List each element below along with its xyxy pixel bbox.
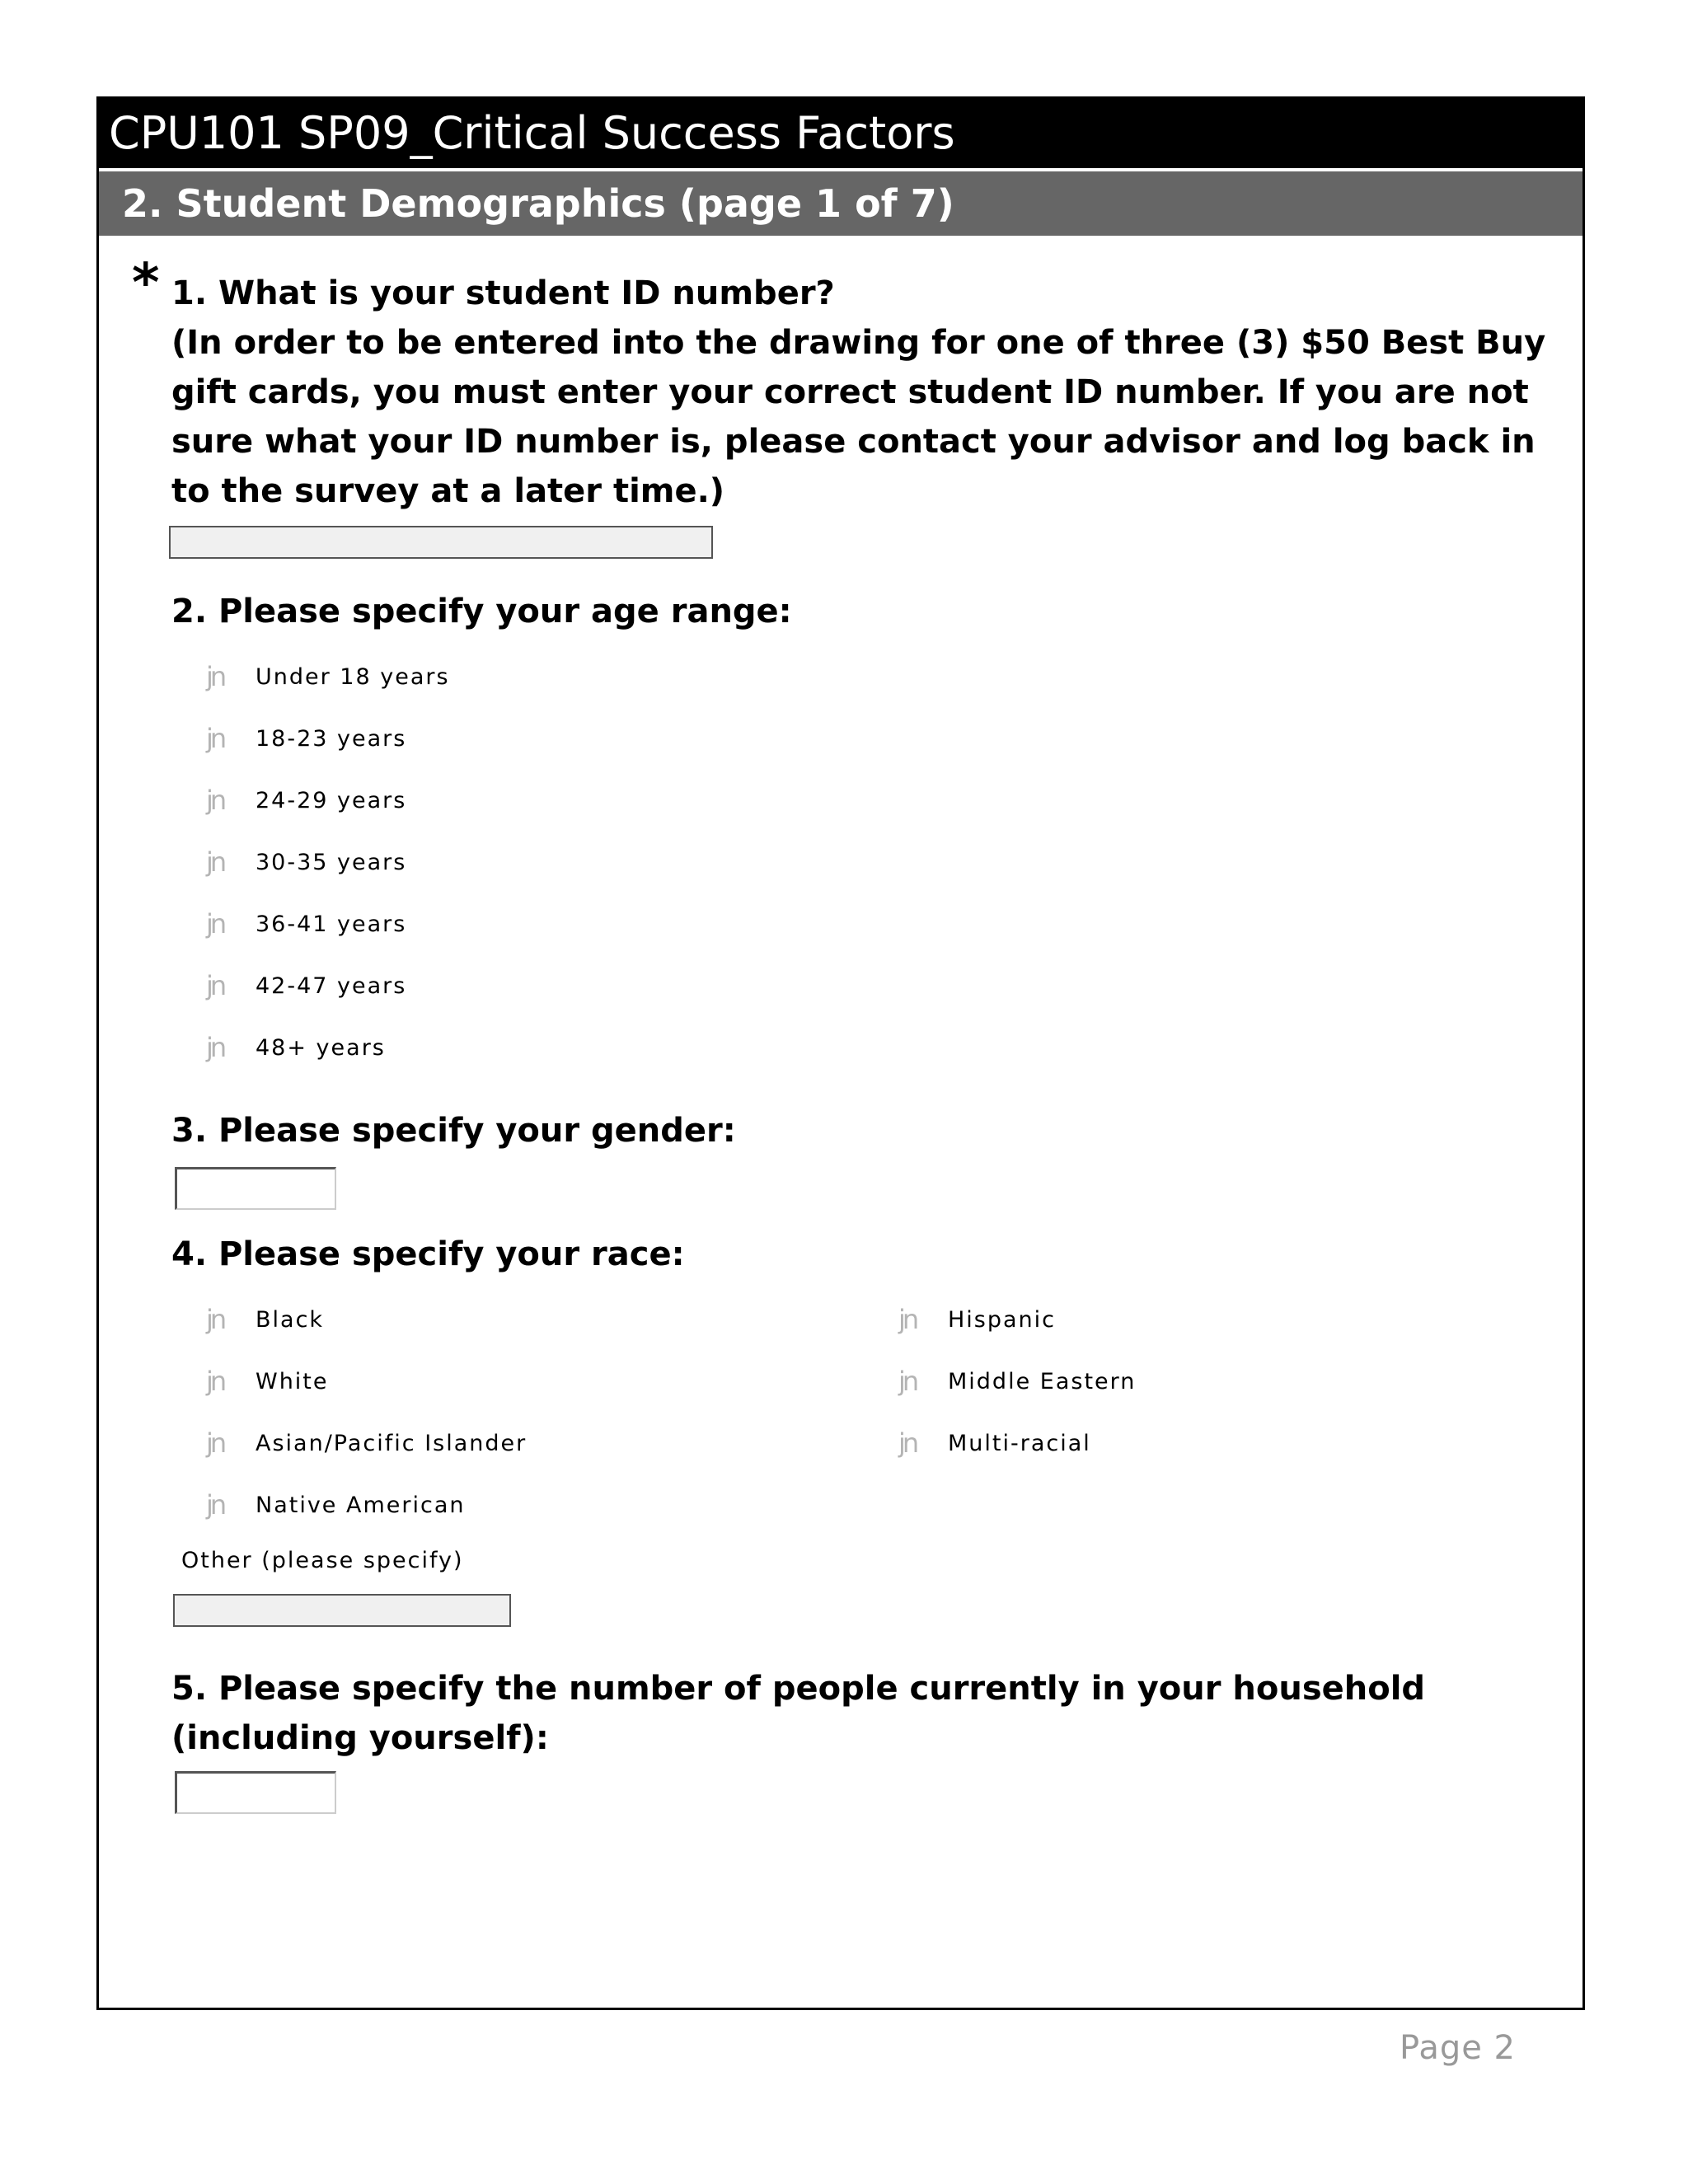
option-label: 30-35 years [256, 849, 407, 875]
age-option-18-23[interactable] [190, 718, 406, 759]
option-label: Middle Eastern [948, 1368, 1137, 1394]
radio-button-icon[interactable]: jn [206, 1427, 224, 1459]
option-label: Multi-racial [948, 1430, 1091, 1456]
option-label: 48+ years [256, 1034, 386, 1061]
radio-button-icon[interactable]: jn [206, 1304, 224, 1335]
age-option-48-plus[interactable] [190, 1027, 386, 1068]
radio-button-icon[interactable]: jn [206, 1032, 224, 1063]
race-option-asian-pacific-islander[interactable] [190, 1422, 527, 1464]
age-option-30-35[interactable] [190, 841, 406, 883]
radio-button-icon[interactable]: jn [206, 785, 224, 816]
age-option-36-41[interactable] [190, 903, 406, 944]
age-option-24-29[interactable] [190, 780, 406, 821]
other-specify-input[interactable] [173, 1594, 511, 1627]
age-option-42-47[interactable] [190, 965, 406, 1006]
option-label: Native American [256, 1492, 466, 1518]
radio-button-icon[interactable]: jn [206, 1366, 224, 1397]
option-label: 36-41 years [256, 911, 407, 937]
other-specify-label: Other (please specify) [181, 1548, 464, 1573]
radio-button-icon[interactable]: jn [206, 908, 224, 940]
race-option-multi-racial[interactable] [882, 1422, 1091, 1464]
question-2-label: 2. Please specify your age range: [171, 593, 792, 630]
radio-button-icon[interactable]: jn [898, 1304, 917, 1335]
race-option-middle-eastern[interactable] [882, 1361, 1136, 1402]
option-label: Hispanic [948, 1306, 1057, 1333]
race-option-black[interactable] [190, 1299, 324, 1340]
question-1-label: 1. What is your student ID number? (In order to be entered into the drawing for one of three (3) $50 Best Buy gift cards, you must enter your correct student ID number. If you are not sure what your ID number is, please contact your advisor and log back in to the survey at a later time.) [171, 274, 1546, 510]
radio-button-icon[interactable]: jn [898, 1366, 917, 1397]
race-option-hispanic[interactable] [882, 1299, 1056, 1340]
question-5-label: 5. Please specify the number of people currently in your household (including yourself): [171, 1670, 1426, 1757]
option-label: Under 18 years [256, 663, 450, 690]
radio-button-icon[interactable]: jn [206, 846, 224, 878]
question-4-label: 4. Please specify your race: [171, 1235, 685, 1273]
radio-button-icon[interactable]: jn [206, 1489, 224, 1521]
option-label: 42-47 years [256, 972, 407, 999]
student-id-input[interactable] [169, 526, 713, 559]
radio-button-icon[interactable]: jn [206, 970, 224, 1001]
option-label: Black [256, 1306, 325, 1333]
age-option-under-18[interactable] [190, 656, 450, 697]
page-heading: 2. Student Demographics (page 1 of 7) [99, 171, 1582, 236]
survey-content [99, 236, 1582, 2008]
radio-button-icon[interactable]: jn [206, 723, 224, 754]
option-label: White [256, 1368, 329, 1394]
page-number: Page 2 [1400, 2029, 1516, 2067]
survey-title: CPU101 SP09_Critical Success Factors [99, 99, 1582, 168]
gender-select[interactable] [175, 1167, 336, 1210]
radio-button-icon[interactable]: jn [898, 1427, 917, 1459]
survey-frame [96, 96, 1585, 2010]
race-option-native-american[interactable] [190, 1484, 466, 1526]
race-option-white[interactable] [190, 1361, 329, 1402]
option-label: 24-29 years [256, 787, 407, 813]
household-count-select[interactable] [175, 1771, 336, 1814]
question-3-label: 3. Please specify your gender: [171, 1112, 736, 1150]
required-asterisk: * [132, 253, 160, 314]
option-label: Asian/Pacific Islander [256, 1430, 528, 1456]
option-label: 18-23 years [256, 725, 407, 752]
radio-button-icon[interactable]: jn [206, 661, 224, 692]
